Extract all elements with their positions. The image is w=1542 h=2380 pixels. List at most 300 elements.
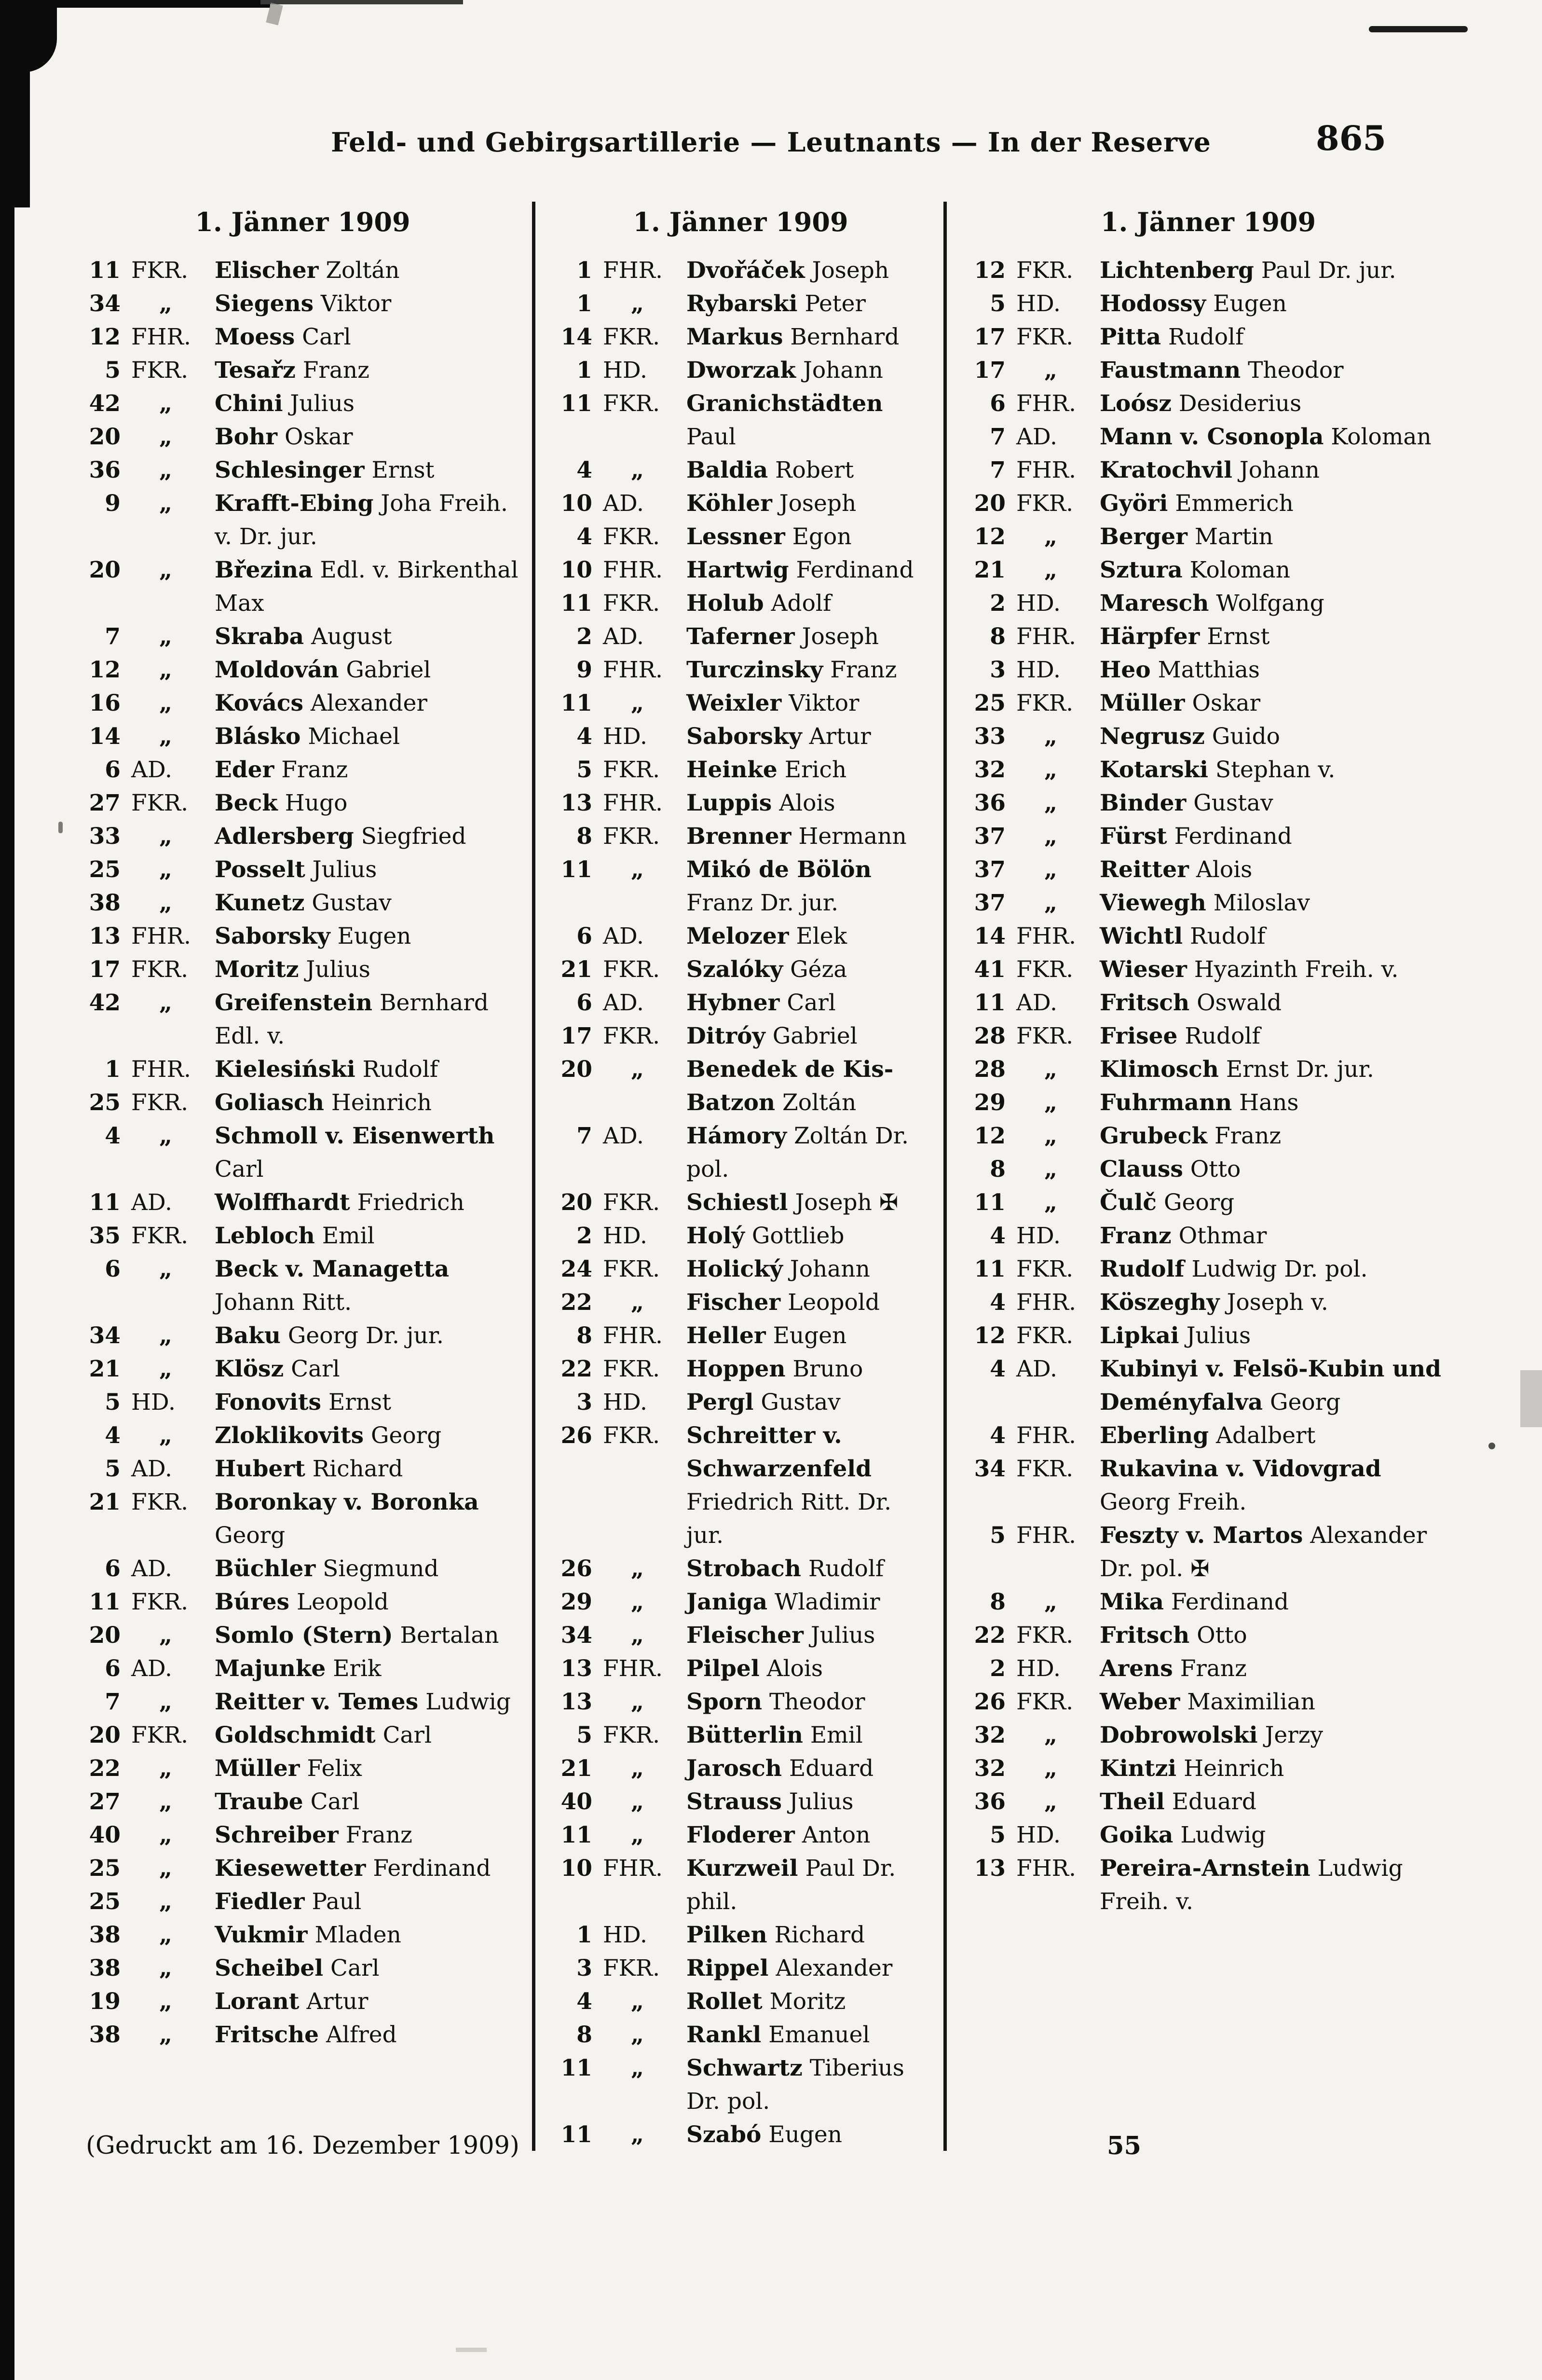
entry-surname: Melozer [686, 923, 789, 949]
entry-name: Janiga Wladimir [686, 1589, 880, 1615]
list-item [549, 953, 932, 986]
entry-surname: Taferner [686, 623, 795, 650]
entry-rank: FHR. [131, 324, 191, 350]
entry-number: 7 [105, 623, 121, 650]
entry-name: Goliasch Heinrich [215, 1089, 432, 1116]
entry-number: 11 [974, 1189, 1006, 1216]
list-item [962, 1019, 1454, 1053]
entry-surname: Strauss [686, 1788, 782, 1815]
entry-rank: „ [159, 1888, 173, 1915]
entry-name: Fritsch Oswald [1100, 990, 1282, 1016]
entry-rank: FKR. [131, 1223, 189, 1249]
entry-surname: Moldován [215, 657, 339, 683]
list-item [77, 753, 528, 786]
entry-number: 1 [576, 357, 592, 384]
entry-name: Klimosch Ernst Dr. jur. [1100, 1056, 1374, 1083]
entry-number: 9 [105, 490, 121, 517]
entry-rank: „ [631, 1056, 644, 1083]
entry-number: 11 [974, 1256, 1006, 1282]
entry-surname: Wolffhardt [215, 1189, 350, 1216]
entry-name: Kunetz Gustav [215, 890, 392, 916]
entry-name: Siegens Viktor [215, 290, 392, 317]
entry-number: 6 [105, 757, 121, 783]
list-item [962, 720, 1454, 753]
entry-rank: „ [159, 823, 173, 850]
entry-surname: Rybarski [686, 290, 798, 317]
list-item [549, 1918, 932, 1952]
entry-number: 5 [105, 1389, 121, 1416]
list-item [549, 287, 932, 320]
entry-rank: FKR. [1016, 257, 1074, 284]
list-item [77, 1119, 528, 1186]
entry-name: Dworzak Johann [686, 357, 883, 384]
entry-number: 22 [560, 1356, 592, 1382]
list-item [77, 1652, 528, 1685]
entry-name: Bütterlin Emil [686, 1722, 863, 1748]
entry-rank: FKR. [603, 324, 660, 350]
entry-rank: „ [1044, 357, 1058, 384]
entry-surname: Goliasch [215, 1089, 324, 1116]
entry-surname: Müller [1100, 690, 1185, 716]
entry-name: Müller Felix [215, 1755, 362, 1782]
entry-surname: Holý [686, 1223, 745, 1249]
entry-number: 34 [89, 1322, 121, 1349]
entry-surname: Rukavina v. Vidovgrad [1100, 1456, 1381, 1482]
entry-name: Viewegh Miloslav [1100, 890, 1310, 916]
column-divider [532, 202, 535, 2151]
entry-surname: Lichtenberg [1100, 257, 1254, 284]
list-item [549, 1186, 932, 1219]
entry-name: Traube Carl [215, 1788, 360, 1815]
list-item [77, 1252, 528, 1319]
entry-surname: Janiga [686, 1589, 768, 1615]
entry-name: Kubinyi v. Felsö-Kubin und Deményfalva Georg [1100, 1356, 1442, 1416]
entry-rank: „ [159, 457, 173, 483]
entry-number: 34 [89, 290, 121, 317]
entry-number: 13 [89, 923, 121, 949]
entry-number: 34 [974, 1456, 1006, 1482]
list-item [549, 853, 932, 920]
entry-number: 10 [560, 1855, 592, 1882]
list-item [77, 1685, 528, 1719]
entry-rank: FKR. [131, 1589, 189, 1615]
entry-rank: FKR. [131, 357, 189, 384]
entry-surname: Heo [1100, 657, 1151, 683]
entry-number: 14 [560, 324, 592, 350]
entry-number: 12 [89, 657, 121, 683]
entry-name: Somlo (Stern) Bertalan [215, 1622, 499, 1649]
entry-name: Kintzi Heinrich [1100, 1755, 1284, 1782]
list-item [962, 1119, 1454, 1153]
entry-name: Grubeck Franz [1100, 1123, 1282, 1149]
entry-rank: FHR. [1016, 1289, 1076, 1316]
entry-name: Blásko Michael [215, 723, 400, 750]
entry-rank: „ [159, 490, 173, 517]
entry-rank: HD. [603, 357, 647, 384]
column-date-header: 1. Jänner 1909 [195, 206, 410, 237]
entry-rank: FKR. [1016, 490, 1074, 517]
list-item [549, 354, 932, 387]
entry-number: 25 [89, 1855, 121, 1882]
entry-surname: Rankl [686, 2022, 762, 2048]
entry-number: 7 [576, 1123, 592, 1149]
list-item [962, 1519, 1454, 1585]
entry-number: 25 [89, 1089, 121, 1116]
entry-surname: Somlo (Stern) [215, 1622, 393, 1649]
list-item [962, 1685, 1454, 1719]
list-item [549, 1352, 932, 1386]
entry-number: 26 [560, 1422, 592, 1449]
entry-surname: Kurzweil [686, 1855, 798, 1882]
entry-rank: FHR. [603, 1655, 663, 1682]
list-item [962, 553, 1454, 587]
entry-name: Luppis Alois [686, 790, 835, 816]
entry-number: 20 [89, 1722, 121, 1748]
entry-name: Floderer Anton [686, 1822, 871, 1848]
list-item [549, 1818, 932, 1852]
entry-surname: Fleischer [686, 1622, 804, 1649]
entry-number: 27 [89, 1788, 121, 1815]
entry-rank: „ [1044, 1123, 1058, 1149]
entry-rank: „ [1044, 1788, 1058, 1815]
entry-number: 32 [974, 1722, 1006, 1748]
entry-rank: AD. [131, 1655, 172, 1682]
entry-name: Hartwig Ferdinand [686, 557, 914, 583]
entry-rank: FHR. [603, 257, 663, 284]
entry-number: 1 [576, 1922, 592, 1948]
entry-number: 24 [560, 1256, 592, 1282]
entry-number: 8 [576, 2022, 592, 2048]
entry-name: Pilken Richard [686, 1922, 865, 1948]
entry-rank: FKR. [131, 956, 189, 983]
entry-number: 21 [974, 557, 1006, 583]
list-item [549, 1652, 932, 1685]
entry-name: Wieser Hyazinth Freih. v. [1100, 956, 1399, 983]
entry-name: Pitta Rudolf [1100, 324, 1244, 350]
entry-surname: Köszeghy [1100, 1289, 1220, 1316]
entry-name: Theil Eduard [1100, 1788, 1256, 1815]
entry-surname: Strobach [686, 1555, 801, 1582]
list-item [962, 1186, 1454, 1219]
entry-rank: „ [631, 1555, 644, 1582]
list-item [549, 520, 932, 553]
entry-rank: FKR. [603, 523, 660, 550]
entry-surname: Krafft-Ebing [215, 490, 374, 517]
entry-surname: Březina [215, 557, 313, 583]
entry-name: Rippel Alexander [686, 1955, 893, 1981]
list-item [77, 1585, 528, 1619]
entry-surname: Jarosch [686, 1755, 782, 1782]
entry-surname: Arens [1100, 1655, 1173, 1682]
list-item [77, 820, 528, 853]
list-item [549, 820, 932, 853]
entry-name: Negrusz Guido [1100, 723, 1280, 750]
list-item [549, 1685, 932, 1719]
entry-rank: FHR. [603, 790, 663, 816]
entry-name: Kovács Alexander [215, 690, 427, 716]
entry-surname: Bütterlin [686, 1722, 803, 1748]
entry-name: Markus Bernhard [686, 324, 900, 350]
entry-number: 12 [974, 257, 1006, 284]
entry-surname: Kovács [215, 690, 304, 716]
column-divider [943, 202, 947, 2151]
entry-surname: Feszty v. Martos [1100, 1522, 1303, 1549]
entry-rank: FHR. [1016, 1522, 1076, 1549]
list-item [962, 620, 1454, 653]
list-item [962, 953, 1454, 986]
list-item [549, 2051, 932, 2118]
list-item [77, 1186, 528, 1219]
entry-number: 20 [89, 424, 121, 450]
entry-surname: Kubinyi v. Felsö-Kubin und Deményfalva [1100, 1356, 1442, 1416]
entry-number: 1 [576, 257, 592, 284]
entry-name: Holý Gottlieb [686, 1223, 845, 1249]
entry-name: Fonovits Ernst [215, 1389, 392, 1416]
list-item [962, 1419, 1454, 1452]
entry-surname: Maresch [1100, 590, 1209, 617]
entry-rank: „ [1044, 1089, 1058, 1116]
entry-number: 25 [89, 1888, 121, 1915]
entry-name: Tesařz Franz [215, 357, 369, 384]
entry-name: Dobrowolski Jerzy [1100, 1722, 1324, 1748]
entry-number: 13 [560, 790, 592, 816]
entry-number: 13 [560, 1655, 592, 1682]
entry-name: Strauss Julius [686, 1788, 854, 1815]
entry-name: Härpfer Ernst [1100, 623, 1270, 650]
entry-number: 41 [974, 956, 1006, 983]
entry-rank: „ [1044, 1755, 1058, 1782]
entry-surname: Klösz [215, 1356, 284, 1382]
register-column-1 [77, 206, 528, 2051]
list-item [77, 420, 528, 454]
entry-rank: „ [159, 1822, 173, 1848]
entry-number: 28 [974, 1023, 1006, 1049]
entry-name: Schwartz Tiberius Dr. pol. [686, 2055, 904, 2115]
entry-name: Kielesiński Rudolf [215, 1056, 438, 1083]
entry-name: Holub Adolf [686, 590, 832, 617]
entry-number: 25 [89, 856, 121, 883]
entry-number: 1 [105, 1056, 121, 1083]
entry-rank: AD. [603, 990, 644, 1016]
list-item [549, 2018, 932, 2051]
entry-surname: Brenner [686, 823, 791, 850]
entry-surname: Rippel [686, 1955, 769, 1981]
entry-rank: „ [1044, 823, 1058, 850]
entry-number: 8 [990, 623, 1006, 650]
entry-number: 11 [560, 2121, 592, 2148]
entry-name: Eder Franz [215, 757, 348, 783]
entry-rank: „ [159, 990, 173, 1016]
entry-rank: AD. [603, 490, 644, 517]
entry-rank: „ [159, 723, 173, 750]
entry-number: 35 [89, 1223, 121, 1249]
entry-name: Jarosch Eduard [686, 1755, 874, 1782]
entry-surname: Pitta [1100, 324, 1161, 350]
entry-rank: „ [159, 1922, 173, 1948]
entry-rank: „ [159, 1322, 173, 1349]
entry-surname: Skraba [215, 623, 304, 650]
register-column-3 [962, 206, 1454, 1918]
list-item [77, 1352, 528, 1386]
entry-surname: Goika [1100, 1822, 1174, 1848]
entry-surname: Hodossy [1100, 290, 1206, 317]
entry-rank: FKR. [603, 1189, 660, 1216]
entry-rank: FKR. [603, 956, 660, 983]
entry-name: Fleischer Julius [686, 1622, 875, 1649]
entry-rank: HD. [603, 723, 647, 750]
entry-number: 4 [990, 1356, 1006, 1382]
list-item [549, 1286, 932, 1319]
scan-artifact [1520, 1370, 1542, 1427]
entry-surname: Frisee [1100, 1023, 1178, 1049]
entry-name: Loósz Desiderius [1100, 390, 1302, 417]
entry-name: Hybner Carl [686, 990, 836, 1016]
entry-surname: Negrusz [1100, 723, 1205, 750]
entry-rank: FHR. [603, 1855, 663, 1882]
entry-name: Fuhrmann Hans [1100, 1089, 1299, 1116]
list-item [962, 1585, 1454, 1619]
entry-number: 4 [990, 1223, 1006, 1249]
entry-rank: „ [1044, 856, 1058, 883]
list-item [962, 287, 1454, 320]
list-item [549, 320, 932, 354]
entry-number: 13 [974, 1855, 1006, 1882]
entry-rank: „ [159, 1755, 173, 1782]
entry-number: 2 [990, 1655, 1006, 1682]
list-item [77, 953, 528, 986]
entry-number: 42 [89, 390, 121, 417]
list-item [962, 820, 1454, 853]
entry-rank: FKR. [603, 1356, 660, 1382]
entry-number: 11 [89, 257, 121, 284]
entry-name: Rankl Emanuel [686, 2022, 870, 2048]
entry-rank: FHR. [1016, 1422, 1076, 1449]
list-item [962, 1252, 1454, 1286]
entry-rank: FHR. [1016, 1855, 1076, 1882]
entry-rank: FKR. [603, 757, 660, 783]
entry-name: Zloklikovits Georg [215, 1422, 442, 1449]
list-item [77, 1219, 528, 1252]
entry-surname: Berger [1100, 523, 1187, 550]
entry-surname: Weber [1100, 1689, 1180, 1715]
entry-number: 33 [974, 723, 1006, 750]
list-item [549, 920, 932, 953]
entry-name: Ditróy Gabriel [686, 1023, 858, 1049]
list-item [962, 1053, 1454, 1086]
entry-rank: „ [1044, 523, 1058, 550]
entry-name: Vukmir Mladen [215, 1922, 401, 1948]
list-item [962, 1818, 1454, 1852]
entry-name: Pilpel Alois [686, 1655, 823, 1682]
entry-number: 10 [560, 557, 592, 583]
entry-rank: AD. [131, 1189, 172, 1216]
entry-name: Müller Oskar [1100, 690, 1261, 716]
list-item [77, 553, 528, 620]
entry-number: 9 [576, 657, 592, 683]
entry-name: Heo Matthias [1100, 657, 1260, 683]
entry-name: Bohr Oskar [215, 424, 353, 450]
entry-surname: Zloklikovits [215, 1422, 364, 1449]
entry-surname: Hubert [215, 1456, 305, 1482]
entry-surname: Pilpel [686, 1655, 760, 1682]
entry-number: 37 [974, 890, 1006, 916]
entry-name: Benedek de Kis-Batzon Zoltán [686, 1056, 894, 1116]
entry-name: Kratochvil Johann [1100, 457, 1320, 483]
entry-surname: Theil [1100, 1788, 1165, 1815]
entry-surname: Kiesewetter [215, 1855, 366, 1882]
entry-number: 37 [974, 856, 1006, 883]
entry-name: Moritz Julius [215, 956, 370, 983]
entry-number: 5 [990, 1522, 1006, 1549]
entry-name: Heller Eugen [686, 1322, 847, 1349]
list-item [962, 387, 1454, 420]
entry-surname: Fonovits [215, 1389, 322, 1416]
entry-name: Reitter v. Temes Ludwig [215, 1689, 511, 1715]
list-item [77, 254, 528, 287]
list-item [549, 653, 932, 687]
list-item [549, 1019, 932, 1053]
entry-rank: AD. [1016, 990, 1057, 1016]
entry-rank: AD. [131, 1555, 172, 1582]
entry-number: 4 [105, 1422, 121, 1449]
list-item [549, 1952, 932, 1985]
list-item [549, 1785, 932, 1818]
entry-surname: Kintzi [1100, 1755, 1177, 1782]
entry-surname: Schlesinger [215, 457, 365, 483]
list-item [962, 320, 1454, 354]
entry-surname: Kunetz [215, 890, 305, 916]
entry-number: 12 [89, 324, 121, 350]
entry-rank: FKR. [1016, 1456, 1074, 1482]
entry-name: Sztura Koloman [1100, 557, 1291, 583]
entry-rank: HD. [1016, 1655, 1061, 1682]
entry-name: Weixler Viktor [686, 690, 860, 716]
list-item [549, 1119, 932, 1186]
list-item [962, 587, 1454, 620]
list-item [962, 1219, 1454, 1252]
entry-number: 6 [105, 1655, 121, 1682]
entry-surname: Elischer [215, 257, 319, 284]
entry-surname: Ditróy [686, 1023, 765, 1049]
entry-name: Fritsch Otto [1100, 1622, 1247, 1649]
entry-surname: Čulč [1100, 1189, 1157, 1216]
entry-rank: „ [159, 1955, 173, 1981]
entry-name: Mann v. Csonopla Koloman [1100, 424, 1432, 450]
entry-name: Saborsky Eugen [215, 923, 411, 949]
entry-surname: Majunke [215, 1655, 326, 1682]
list-item [77, 1419, 528, 1452]
entry-rank: FKR. [1016, 1622, 1074, 1649]
list-item [77, 1818, 528, 1852]
entry-number: 6 [105, 1256, 121, 1282]
entry-surname: Rollet [686, 1988, 763, 2015]
entry-rank: „ [159, 1356, 173, 1382]
entry-rank: „ [631, 1788, 644, 1815]
list-item [962, 986, 1454, 1019]
list-item [549, 753, 932, 786]
entry-number: 38 [89, 2022, 121, 2048]
entry-surname: Saborsky [686, 723, 802, 750]
entry-rank: „ [1044, 1722, 1058, 1748]
entry-rank: FKR. [603, 590, 660, 617]
list-item [549, 687, 932, 720]
entry-number: 5 [576, 1722, 592, 1748]
entry-name: Szalóky Géza [686, 956, 847, 983]
entry-surname: Goldschmidt [215, 1722, 376, 1748]
entry-rank: „ [1044, 1189, 1058, 1216]
entry-rank: HD. [1016, 657, 1061, 683]
entry-name: Moess Carl [215, 324, 351, 350]
